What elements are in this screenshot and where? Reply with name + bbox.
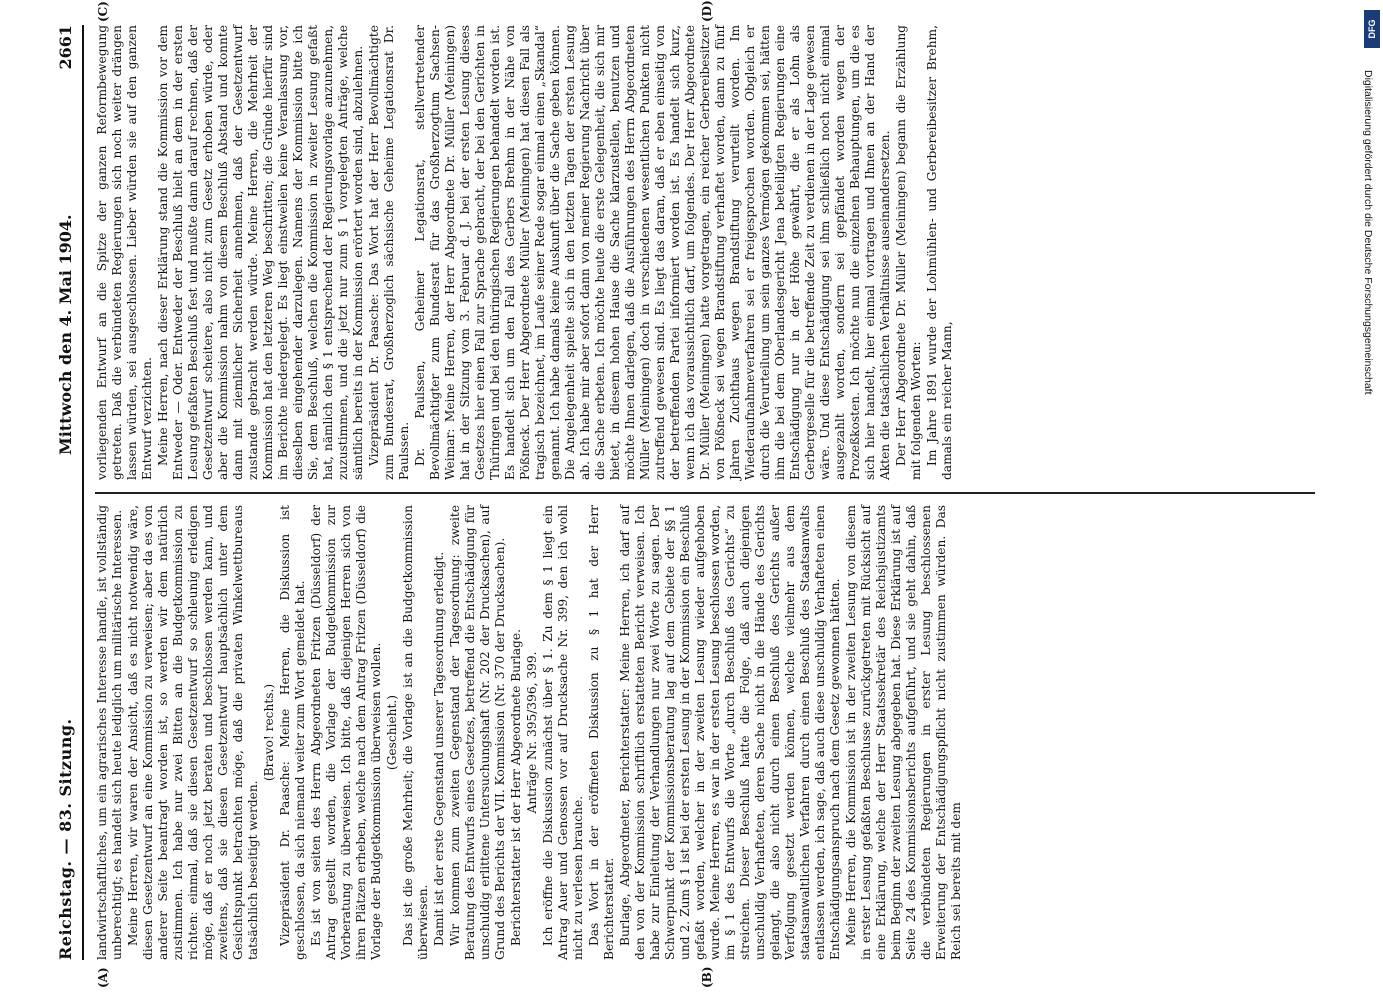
- header-rule: [82, 25, 84, 960]
- margin-mark-c: (C): [96, 1, 110, 22]
- paragraph: Das Wort in der eröffneten Diskussion zu § 1 hat der Herr Berichterstatter.: [587, 505, 616, 960]
- paragraph: Dr. Paulssen, Geheimer Legationsrat, stellvertretender Bevollmächtigter zum Bundesrat für das Großherzogtum Sachsen-Weimar: Meine Herren, der Herr Abgeordnete Dr. Müller (Meiningen) hat in der Sitzung vom 3. Februar d. J. bei der ersten Lesung dieses Gesetzes hier einen Fall zur Sprache gebracht, der bei den Gerichten in Thüringen und bei den thüringischen Regierungen behandelt worden ist. Es handelt sich um den Fall des Gerbers Brehm in der Nähe von Pößneck. Der Herr Abgeordnete Müller (Meiningen) hat diesen Fall als tragisch bezeichnet, im Laufe seiner Rede sogar einmal einen „Skandal“ genannt. Ich habe damals keine Auskunft über die Sache geben können. Die Angelegenheit spielte sich in den letzten Tagen der ersten Lesung ab. Ich habe mir aber sofort dann von meiner Regierung Nachricht über die Sache erbeten. Ich möchte heute die erste Gelegenheit, die sich mir bietet, in diesem hohen Hause die Sache klarzustellen, benutzen und möchte Ihnen darlegen, daß die Ausführungen des Herrn Abgeordneten Müller (Meiningen) doch in verschiedenen wesentlichen Punkten nicht zutreffend gewesen sind. Es liegt das daran, daß er eben einseitig von der betreffenden Partei informiert worden ist. Es handelt sich kurz, wenn ich das voraussichtlich darf, um folgendes. Der Herr Abgeordnete Dr. Müller (Meiningen) hatte vorgetragen, ein reicher Gerbereibesitzer von Pößneck sei wegen Brandstiftung verhaftet worden, dann zu fünf Jahren Zuchthaus wegen Brandstiftung verurteilt worden. Im Wiederaufnahmeverfahren sei er freigesprochen worden. Obgleich er durch die Verurteilung um sein ganzes Vermögen gekommen sei, hätten ihm die bei dem Oberlandesgericht Jena beteiligten Regierungen eine Entschädigung nur in der Höhe gewährt, die er als Lohn als Gerbergeselle für die betreffende Zeit zu verdienen in der Lage gewesen wäre. Und diese Entschädigung sei ihm schließlich noch nicht einmal ausgezahlt worden, sondern sei gepfändet worden wegen der Prozeßkosten. Ich möchte nun die einzelnen Behauptungen, um die es sich hier handelt, hier einmal vortragen und Ihnen an der Hand der Akten die tatsächlichen Verhältnisse auseinandersetzen.: [413, 25, 892, 480]
- paragraph: Meine Herren, die Kommission ist in der zweiten Lesung von diesem in erster Lesung gefaßten Beschlusse zurückgetreten mit Rücksicht auf eine Erklärung, welche der Herr Staatssekretär des Reichsjustizamts beim Beginn der zweiten Lesung abgegeben hat. Diese Erklärung ist auf Seite 24 des Kommissionsberichts aufgeführt, und sie geht dahin, daß die verbündeten Regierungen in erster Lesung beschlossenen Erweiterung der Entschädigungspflicht nicht zustimmen würden. Das Reich sei bereits mit dem: [844, 505, 963, 960]
- paragraph: Vizepräsident Dr. Paasche: Meine Herren, die Diskussion ist geschlossen, da sich niemand weiter zum Wort gemeldet hat.: [278, 505, 307, 960]
- paragraph: Meine Herren, wir waren der Ansicht, daß es nicht notwendig wäre, diesen Gesetzentwurf an eine Kommission zu verweisen; aber da es von anderer Seite beantragt worden ist, so werden wir dem natürlich zustimmen. Ich habe nur zwei Bitten an die Budgetkommission zu richten: einmal, daß sie diesen Gesetzentwurf so schleunig erledigen möge, daß er noch jetzt beraten und beschlossen werden kann, und zweitens, daß sie diesen Gesetzentwurf hauptsächlich unter dem Gesichtspunkt betrachten möge, daß die privaten Winkelwettbureaus tatsächlich beseitigt werden.: [126, 505, 260, 960]
- paragraph: Im Jahre 1891 wurde der Lohmühlen- und Gerbereibesitzer Brehm, damals ein reicher Mann,: [925, 25, 954, 480]
- margin-mark-d: (D): [700, 0, 714, 22]
- digitization-notice: Digitalisierung gefördert durch die Deutsche Forschungsgemeinschaft: [1362, 70, 1374, 395]
- paragraph: Das ist die große Mehrheit; die Vorlage ist an die Budgetkommission überwiesen.: [401, 505, 430, 960]
- header-date: Mittwoch den 4. Mai 1904.: [56, 214, 75, 455]
- paragraph: (Bravo! rechts.): [262, 683, 276, 782]
- page-number: 2661: [56, 25, 75, 70]
- paragraph: landwirtschaftliches, um ein agrarisches Interesse handle, ist vollständig unberechtigt; es handelt sich heute lediglich um militärische Interessen.: [95, 505, 124, 960]
- paragraph: Damit ist der erste Gegenstand unserer Tagesordnung erledigt.: [432, 551, 446, 946]
- paragraph: Anträge Nr. 395/396, 399.: [525, 651, 539, 814]
- paragraph: (Geschieht.): [385, 694, 399, 771]
- right-column: [95, 25, 1315, 480]
- paragraph: vorliegenden Entwurf an die Spitze der ganzen Reformbewegung getreten. Daß die verbündeten Regierungen sich noch weiter drängen lassen würden, sei ausgeschlossen. Lieber würden sie auf den ganzen Entwurf verzichten.: [95, 25, 154, 480]
- paragraph: Wir kommen zum zweiten Gegenstand der Tagesordnung: zweite Beratung des Entwurfs eines Gesetzes, betreffend die Entschädigung für unschuldig erlittene Untersuchungshaft (Nr. 202 der Drucksachen), auf Grund des Berichts der VII. Kommission (Nr. 370 der Drucksachen).: [448, 505, 507, 960]
- margin-mark-a: (A): [96, 967, 110, 988]
- header-title: Reichstag. — 83. Sitzung.: [56, 718, 75, 960]
- paragraph: Ich eröffne die Diskussion zunächst über § 1. Zu dem § 1 liegt ein Antrag Auer und Genossen vor auf Drucksache Nr. 399, den ich wohl nicht zu verlesen brauche.: [541, 505, 585, 960]
- paragraph: Es ist von seiten des Herrn Abgeordneten Fritzen (Düsseldorf) der Antrag gestellt worden, die Vorlage der Budgetkommission zur Vorberatung zu überweisen. Ich bitte, daß diejenigen Herren sich von ihren Plätzen erheben, welche nach dem Antrag Fritzen (Düsseldorf) die Vorlage der Budgetkommission überweisen wollen.: [309, 505, 383, 960]
- paragraph: Vizepräsident Dr. Paasche: Das Wort hat der Herr Bevollmächtigte zum Bundesrat, Großherzoglich sächsische Geheime Legationsrat Dr. Paulssen.: [367, 25, 411, 480]
- margin-mark-b: (B): [700, 966, 714, 988]
- paragraph: Meine Herren, nach dieser Erklärung stand die Kommission vor dem Entweder — Oder. Entweder der Beschluß hielt an dem in der ersten Lesung gefaßten Beschluß fest und mußte dann darauf rechnen, daß der Gesetzentwurf scheitere, also nicht zum Gesetz erhoben würde, oder aber die Kommission nahm von diesem Beschluß Abstand und konnte dann mit ziemlicher Sicherheit annehmen, daß der Gesetzentwurf zustande gebracht werden würde. Meine Herren, die Mehrheit der Kommission hat den letzteren Weg beschritten; die Gründe hierfür sind im Berichte niedergelegt. Es liegt einstweilen keine Veranlassung vor, dieselben eingehender darzulegen. Namens der Kommission bitte ich Sie, dem Beschluß, welchen die Kommission in zweiter Lesung gefaßt hat, nämlich den § 1 entsprechend der Regierungsvorlage anzunehmen, zuzustimmen, und die jetzt nur zum § 1 vorgelegten Anträge, welche sämtlich bereits in der Kommission erörtert worden sind, abzulehnen.: [156, 25, 365, 480]
- paragraph: Burlage, Abgeordneter, Berichterstatter: Meine Herren, ich darf auf den von der Kommission schriftlich erstatteten Bericht verweisen. Ich habe zur Einleitung der Verhandlungen nur zwei Worte zu sagen. Der Schwerpunkt der Kommissionsberatung lag auf dem Gebiete der §§ 1 und 2. Zum § 1 ist bei der ersten Lesung in der Kommission ein Beschluß gefaßt worden, welcher in der zweiten Lesung wieder aufgehoben wurde. Meine Herren, es war in der ersten Lesung beschlossen worden, im § 1 des Entwurfs die Worte „durch Beschluß des Gerichts“ zu streichen. Dieser Beschluß hatte die Folge, daß auch diejenigen unschuldig Verhafteten, deren Sache nicht in die Hände des Gerichts gelangt, die also nicht durch einen Beschluß des Gerichts außer Verfolgung gesetzt werden können, welche vielmehr aus dem staatsanwaltlichen Verfahren durch einen Beschluß des Staatsanwalts entlassen werden, ich sage, daß auch diese unschuldig Verhafteten einen Entschädigungsanspruch nach dem Gesetz gewonnen hätten.: [618, 505, 842, 960]
- paragraph: Berichterstatter ist der Herr Abgeordnete Burlage.: [509, 629, 523, 946]
- digitization-stamp: [1364, 10, 1380, 990]
- page-header: [52, 25, 92, 960]
- left-column: [95, 505, 1315, 960]
- column-divider: [95, 492, 1315, 494]
- dfg-logo-icon: DFG: [1364, 10, 1380, 48]
- paragraph: Der Herr Abgeordnete Dr. Müller (Meiningen) begann die Erzählung mit folgenden Worten:: [894, 25, 923, 480]
